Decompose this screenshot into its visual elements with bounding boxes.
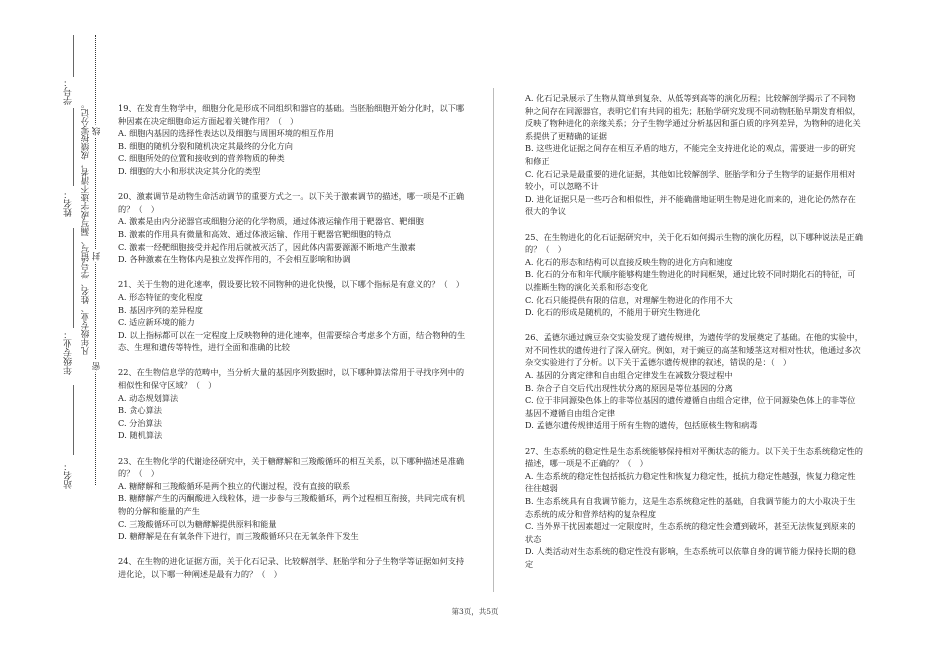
option-d[interactable]: D. 随机算法: [118, 430, 163, 441]
option-c[interactable]: C. 分治算法: [118, 417, 162, 428]
left-column: [118, 102, 470, 593]
option-a[interactable]: A. 动态规划算法: [118, 392, 179, 403]
option-a[interactable]: A. 基因的分离定律和自由组合定律发生在减数分裂过程中: [525, 370, 733, 381]
binding-mark-xian: 线: [92, 127, 102, 136]
grade-major-label: 年级专业：: [64, 330, 74, 375]
binding-notice: 凡年级专业、姓名、学号错写、漏写或字迹不清者，成绩按零分记。: [81, 100, 91, 355]
question-21: [118, 278, 470, 354]
option-b[interactable]: B. 贪心算法: [118, 405, 162, 416]
option-a[interactable]: A. 生态系统的稳定性包括抵抗力稳定性和恢复力稳定性，抵抗力稳定性越强，恢复力稳定性往往越弱: [525, 470, 856, 494]
column-divider: [493, 88, 494, 592]
question-26: [525, 331, 863, 432]
question-25: [525, 231, 863, 319]
student-id-label: 学号：: [64, 78, 74, 105]
question-stem: 24、在生物的进化证据方面，关于化石记录、比较解剖学、胚胎学和分子生物学等证据如何支持进化论，以下哪一种阐述是最有力的？（ ）: [118, 556, 465, 579]
question-23: [118, 455, 470, 543]
question-19: [118, 102, 470, 178]
option-c[interactable]: C. 化石记录是最重要的进化证据，其他如比较解剖学、胚胎学和分子生物学的证据作用相对较小，可以忽略不计: [525, 168, 856, 192]
option-a[interactable]: A. 糖酵解和三羧酸循环是两个独立的代谢过程，没有直接的联系: [118, 480, 351, 491]
option-b[interactable]: B. 化石的分布和年代顺序能够构建生物进化的时间框架，通过比较不同时期化石的特征，可以推断生物的演化关系和形态变化: [525, 269, 856, 292]
option-c[interactable]: C. 细胞所处的位置和接收到的营养物质的种类: [118, 153, 285, 164]
option-a[interactable]: A. 激素是由内分泌器官或细胞分泌的化学物质，通过体液运输作用于靶器官、靶细胞: [118, 216, 424, 227]
option-d[interactable]: D. 人类活动对生态系统的稳定性没有影响，生态系统可以依靠自身的调节能力保持长期的稳定: [525, 546, 856, 569]
question-stem: 23、在生物化学的代谢途径研究中，关于糖酵解和三羧酸循环的相互关系，以下哪种描述是准确的？（ ）: [118, 455, 465, 479]
option-a[interactable]: A. 化石的形态和结构可以直接反映生物的进化方向和速度: [525, 256, 733, 267]
question-24: [525, 92, 863, 218]
option-b[interactable]: B. 细胞的随机分裂和随机决定其最终的分化方向: [118, 140, 293, 151]
option-b[interactable]: B. 糖酵解产生的丙酮酸进入线粒体，进一步参与三羧酸循环，两个过程相互衔接，共同完成有机物的分解和能量的产生: [118, 493, 465, 516]
question-22: [118, 366, 470, 442]
option-b[interactable]: B. 杂合子自交后代出现性状分离的原因是等位基因的分离: [525, 382, 733, 393]
fill-line-top: [73, 35, 74, 77]
option-a[interactable]: A. 形态特征的变化程度: [118, 291, 203, 302]
binding-mark-feng: 封: [92, 252, 102, 261]
question-24: [118, 555, 470, 580]
question-stem: 25、在生物进化的化石证据研究中，关于化石如何揭示生物的演化历程，以下哪种说法是正确的？（ ）: [525, 231, 863, 255]
option-d[interactable]: D. 孟德尔遗传规律适用于所有生物的遗传，包括原核生物和病毒: [525, 420, 758, 431]
right-column: [525, 92, 863, 583]
student-id-fill-line[interactable]: [73, 108, 74, 186]
option-d[interactable]: D. 各种激素在生物体内是独立发挥作用的，不会相互影响和协调: [118, 254, 351, 265]
name-fill-line[interactable]: [73, 228, 74, 328]
question-stem: 19、在发育生物学中，细胞分化是形成不同组织和器官的基础。当胚胎细胞开始分化时，以下哪种因素在决定细胞命运方面起着关键作用？（ ）: [118, 103, 465, 126]
option-a[interactable]: A. 细胞内基因的选择性表达以及细胞与周围环境的相互作用: [118, 128, 334, 139]
question-stem: 27、生态系统的稳定性是生态系统能够保持相对平衡状态的能力。以下关于生态系统稳定性的描述，哪一项是不正确的？（ ）: [525, 445, 863, 469]
option-d[interactable]: D. 以上指标都可以在一定程度上反映物种的进化速率，但需要综合考虑多个方面，结合物种的生态、生理和遗传等特性，进行全面和准确的比较: [118, 329, 466, 353]
question-27: [525, 445, 863, 571]
option-a[interactable]: A. 化石记录展示了生物从简单到复杂、从低等到高等的演化历程；比较解剖学揭示了不同物种之间存在同源器官，表明它们有共同的祖先；胚胎学研究发现不同动物胚胎早期发育相似，反映了物种进化的亲缘关系；分子生物学通过分析基因和蛋白质的序列差异，为物种的进化关系提供了更精确的证据: [525, 93, 861, 141]
option-d[interactable]: D. 糖酵解是在有氧条件下进行，而三羧酸循环只在无氧条件下发生: [118, 531, 359, 542]
question-stem: 21、关于生物的进化速率，假设要比较不同物种的进化快慢，以下哪个指标是有意义的？（ ）: [118, 279, 465, 290]
option-b[interactable]: B. 这些进化证据之间存在相互矛盾的地方，不能完全支持进化论的观点，需要进一步的研究和修正: [525, 143, 856, 166]
option-c[interactable]: C. 化石只能提供有限的信息，对理解生物进化的作用不大: [525, 294, 733, 305]
option-d[interactable]: D. 化石的形成是随机的，不能用于研究生物进化: [525, 307, 701, 318]
question-20: [118, 190, 470, 266]
option-c[interactable]: C. 激素一经靶细胞接受并起作用后就被灭活了，因此体内需要源源不断地产生激素: [118, 241, 416, 252]
question-stem: 26、孟德尔通过豌豆杂交实验发现了遗传规律，为遗传学的发展奠定了基础。在他的实验中，对不同性状的遗传进行了深入研究。例如，对于豌豆的高茎和矮茎这对相对性状，他通过多次杂交实验进行了分析。以下关于孟德尔遗传规律的叙述，错误的是：（ ）: [525, 332, 863, 368]
station-label: 站名：: [64, 462, 74, 489]
question-stem: 22、在生物信息学的范畴中，当分析大量的基因序列数据时，以下哪种算法常用于寻找序列中的相似性和保守区域？（ ）: [118, 367, 465, 391]
grade-major-fill-line[interactable]: [73, 385, 74, 455]
option-c[interactable]: C. 三羧酸循环可以为糖酵解提供原料和能量: [118, 518, 277, 529]
name-label: 姓名：: [64, 190, 74, 217]
option-d[interactable]: D. 细胞的大小和形状决定其分化的类型: [118, 165, 261, 176]
option-c[interactable]: C. 当外界干扰因素超过一定限度时，生态系统的稳定性会遭到破坏，甚至无法恢复到原来的状态: [525, 521, 856, 544]
option-b[interactable]: B. 生态系统具有自我调节能力，这是生态系统稳定性的基础，自我调节能力的大小取决于生态系统的成分和营养结构的复杂程度: [525, 496, 856, 519]
option-b[interactable]: B. 基因序列的差异程度: [118, 304, 203, 315]
page-footer: 第3页，共5页: [451, 607, 499, 616]
binding-mark-mi: 密: [92, 362, 102, 371]
option-b[interactable]: B. 激素的作用具有微量和高效、通过体液运输、作用于靶器官靶细胞的特点: [118, 228, 392, 239]
question-stem: 20、激素调节是动物生命活动调节的重要方式之一。以下关于激素调节的描述，哪一项是不正确的？（ ）: [118, 191, 465, 214]
option-d[interactable]: D. 进化证据只是一些巧合和相似性，并不能确凿地证明生物是进化而来的，进化论仍然存在很大的争议: [525, 193, 856, 217]
option-c[interactable]: C. 位于非同源染色体上的非等位基因的遗传遵循自由组合定律，位于同源染色体上的非等位基因不遵循自由组合定律: [525, 395, 856, 418]
option-c[interactable]: C. 适应新环境的能力: [118, 317, 195, 328]
